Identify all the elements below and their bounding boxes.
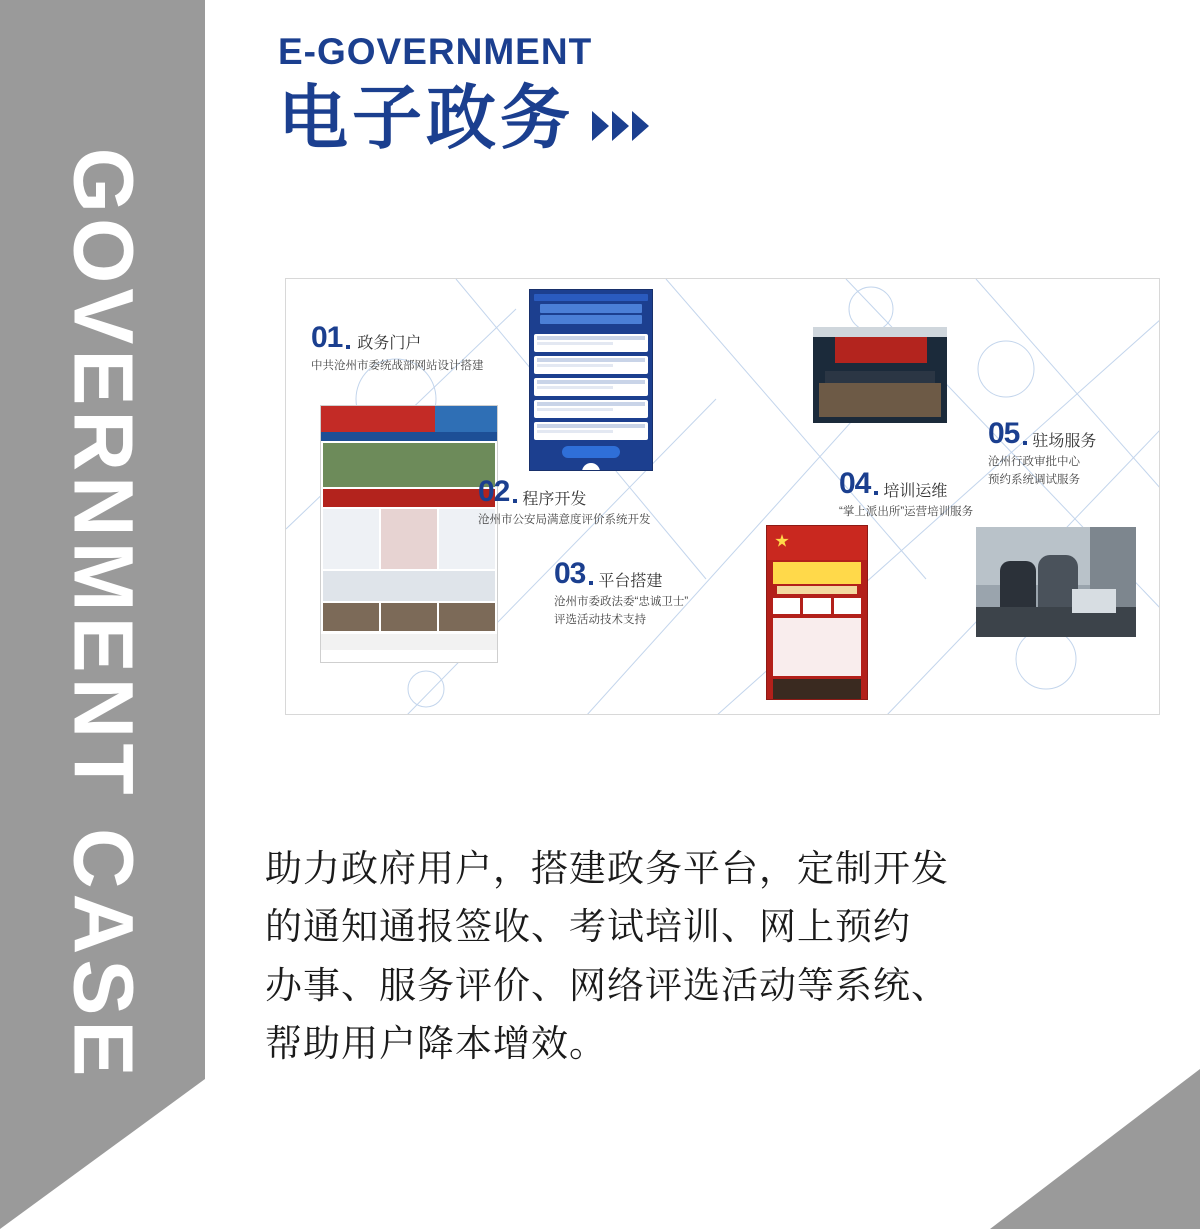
callout-03 bbox=[554, 557, 688, 628]
callout-02 bbox=[478, 475, 651, 529]
callout-02-desc: 沧州市公安局满意度评价系统开发 bbox=[478, 514, 651, 526]
photo-training-room bbox=[813, 327, 947, 423]
callout-05-title: 驻场服务 bbox=[1032, 433, 1097, 450]
callout-05-number: 05 bbox=[988, 417, 1020, 450]
callout-02-number: 02 bbox=[478, 475, 510, 508]
left-grey-band bbox=[0, 0, 205, 1229]
chevron-right-icon bbox=[592, 111, 652, 141]
header bbox=[278, 30, 978, 157]
callout-04 bbox=[839, 467, 973, 521]
callout-01-dot-icon bbox=[346, 345, 350, 349]
callout-01-title: 政务门户 bbox=[357, 335, 422, 352]
body-paragraph-line-2: 的通知通报签收、考试培训、网上预约 bbox=[265, 906, 911, 948]
body-paragraph-line-4: 帮助用户降本增效。 bbox=[265, 1023, 607, 1065]
vertical-title-text: GOVERNMENT CASE bbox=[56, 147, 150, 1082]
callout-04-title: 培训运维 bbox=[883, 483, 948, 500]
callout-01-desc: 中共沧州市委统战部网站设计搭建 bbox=[311, 360, 484, 372]
callout-05-desc-line2: 预约系统调试服务 bbox=[988, 473, 1080, 486]
callout-02-dot-icon bbox=[513, 499, 517, 503]
page-title: 电子政务 bbox=[278, 79, 574, 158]
callout-02-title: 程序开发 bbox=[522, 491, 587, 508]
case-image-panel bbox=[285, 278, 1160, 715]
callout-03-desc-line2: 评选活动技术支持 bbox=[554, 613, 646, 626]
callout-05-dot-icon bbox=[1023, 441, 1027, 445]
header-english-title: E-GOVERNMENT bbox=[278, 31, 593, 72]
callout-01-number: 01 bbox=[311, 321, 343, 354]
callout-03-dot-icon bbox=[589, 581, 593, 585]
callout-03-desc-line1: 沧州市委政法委“忠诚卫士” bbox=[554, 596, 689, 608]
photo-campaign-poster bbox=[766, 525, 868, 700]
callout-03-number: 03 bbox=[554, 557, 586, 590]
corner-decoration bbox=[990, 1069, 1200, 1229]
screenshot-portal-website bbox=[320, 405, 498, 663]
callout-05 bbox=[988, 417, 1096, 488]
body-paragraph-line-1: 助力政府用户，搭建政务平台，定制开发 bbox=[265, 848, 949, 889]
screenshot-mobile-survey-app bbox=[529, 289, 653, 471]
callout-03-title: 平台搭建 bbox=[598, 573, 663, 590]
callout-04-desc: “掌上派出所”运营培训服务 bbox=[839, 506, 974, 518]
body-paragraph bbox=[265, 840, 1110, 1074]
body-paragraph-line-3: 办事、服务评价、网络评选活动等系统、 bbox=[265, 964, 949, 1006]
callout-01 bbox=[311, 321, 484, 375]
callout-04-dot-icon bbox=[874, 491, 878, 495]
photo-onsite-office bbox=[976, 527, 1136, 637]
band-diagonal-cut bbox=[0, 1079, 205, 1229]
callout-05-desc-line1: 沧州行政审批中心 bbox=[988, 456, 1080, 468]
callout-04-number: 04 bbox=[839, 467, 871, 500]
